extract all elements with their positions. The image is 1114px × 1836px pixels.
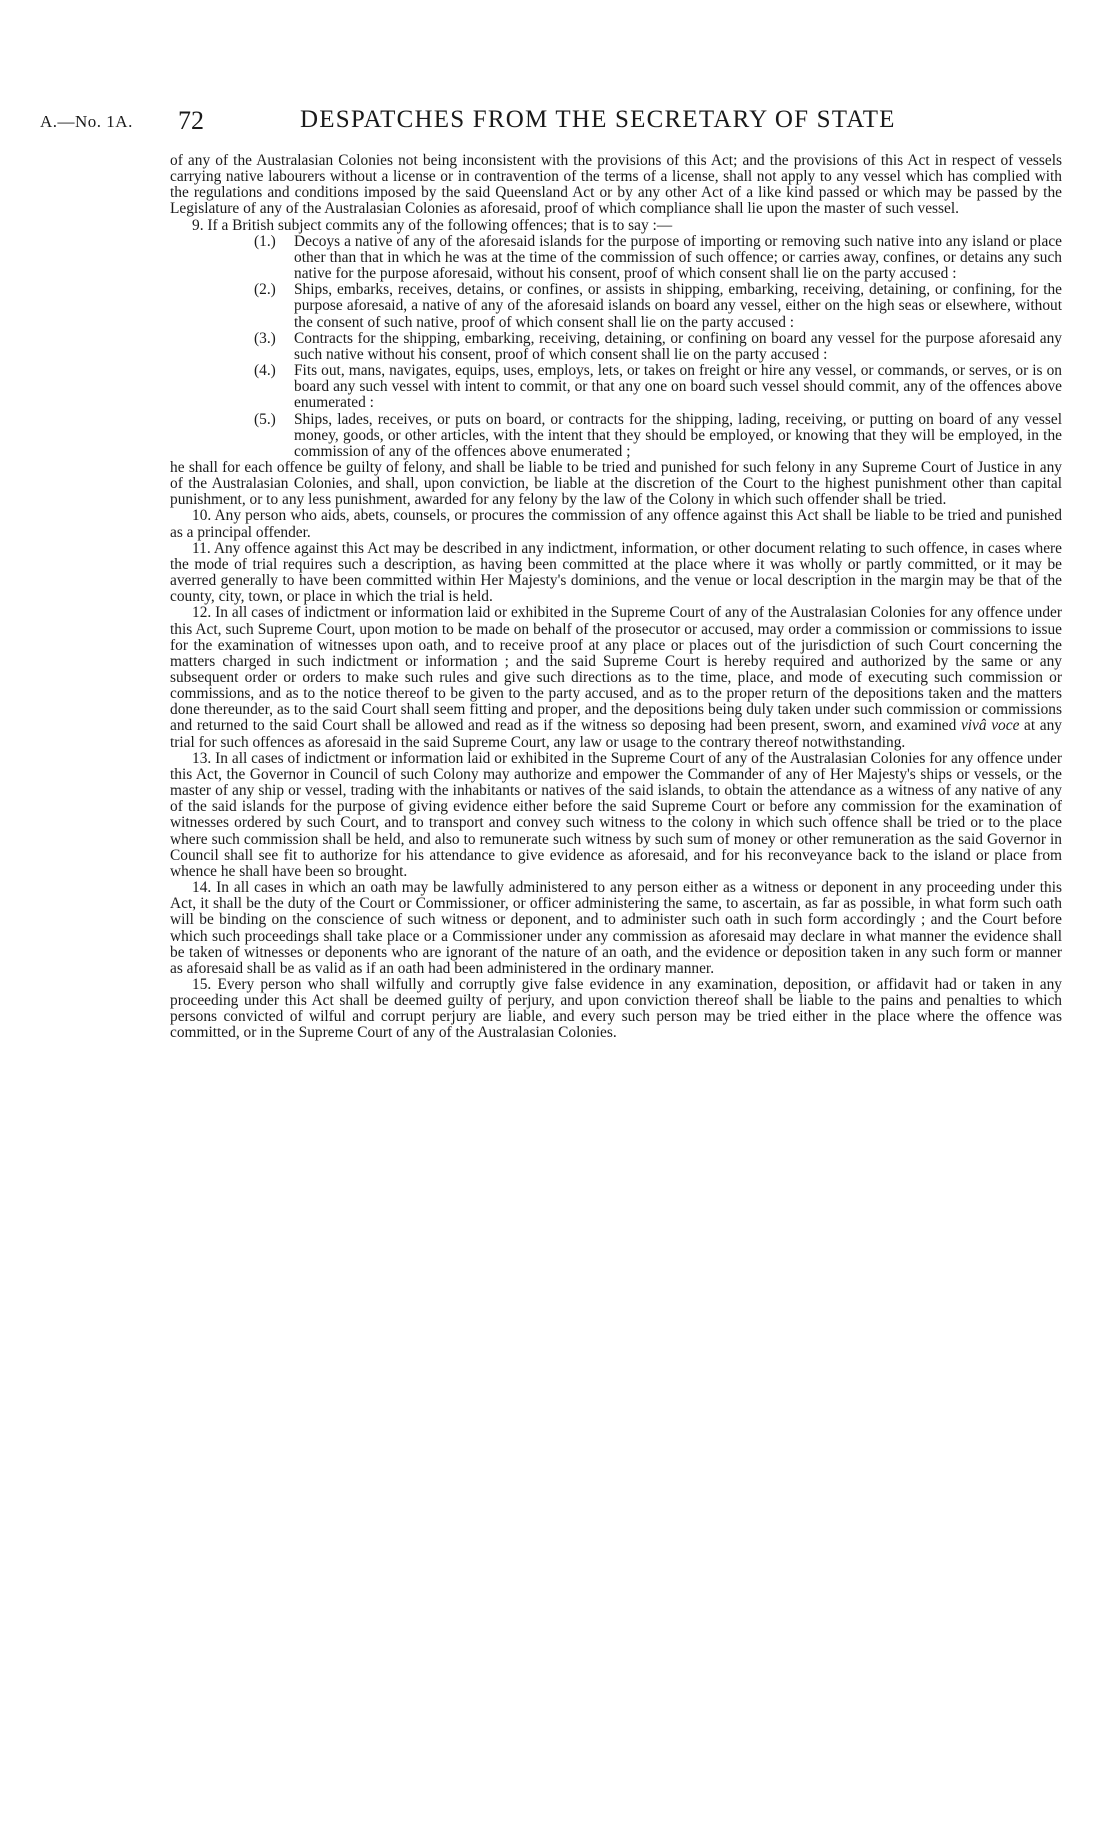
item-number: (5.) [254, 410, 276, 428]
section-13: 13. In all cases of indictment or information laid or exhibited in the Supreme Court of any of the Australasian Colonies for any offence under this Act, the Governor in Council of such Colony may authorize and empower the Commander of any of Her Majesty's ships or vessels, or the master of any ship or vessel, trading with the inhabitants or natives of the said islands, to obtain the attendance as a witness of any native of any of the said islands for the purpose of giving evidence either before the said Supreme Court or before any commission for the examination of witnesses ordered by such Court, and to transport and convey such witness to the colony in which such offence shall be tried or to the place where such commission shall be held, and also to remunerate such witness by such sum of money or other remuneration as the said Governor in Council shall see fit to authorize for his attendance to give evidence as aforesaid, and for his reconveyance back to the island or place from whence he shall have been so brought. [170, 749, 1062, 880]
section-9-penalty: he shall for each offence be guilty of felony, and shall be liable to be tried and punished for such felony in any Supreme Court of Justice in any of the Australasian Colonies, and shall, upon conviction, be liable at the discretion of the Court to the highest punishment other than capital punishment, or to any less punishment, awarded for any felony by the law of the Colony in which such offender shall be tried. [170, 458, 1062, 509]
item-text: Ships, lades, receives, or puts on board, or contracts for the shipping, lading, receiving, or putting on board of any vessel money, goods, or other articles, with the intent that they should be employed, or knowing that they will be employed, in the commission of any of the offences above enumerated ; [294, 410, 1062, 460]
section-12-text-a: 12. In all cases of indictment or information laid or exhibited in the Supreme Court of any of the Australasian Colonies for any offence under this Act, such Supreme Court, upon motion to be made on behalf of the prosecutor or accused, may order a commission or commissions to issue for the examination of witnesses upon oath, and to receive proof at any place or places out of the jurisdiction of such Court concerning the matters charged in such indictment or information ; and the said Supreme Court is hereby required and authorized by the same or any subsequent order or orders to make such rules and give such directions as to the time, place, and mode of executing such commission or commissions, and as to the notice thereof to be given to the party accused, and as to the proper return of the depositions taken and the matters done thereunder, as to the said Court shall seem fitting and proper, and the depositions being duly taken under such commission or commissions and returned to the said Court shall be allowed and read as if the witness so deposing had been present, sworn, and examined [170, 604, 1062, 735]
section-9-item [254, 363, 1062, 411]
item-number: (4.) [254, 362, 276, 380]
running-title: DESPATCHES FROM THE SECRETARY OF STATE [300, 106, 896, 133]
section-14: 14. In all cases in which an oath may be lawfully administered to any person either as a witness or deponent in any proceeding under this Act, it shall be the duty of the Court or Commissioner, or officer administering the same, to ascertain, as far as possible, in what form such oath will be binding on the conscience of such witness or deponent, and to administer such oath in such form accordingly ; and the Court before which such proceedings shall take place or a Commissioner under any commission as aforesaid may declare in what manner the evidence shall be taken of witnesses or deponents who are ignorant of the nature of an oath, and the evidence or deposition taken in any such form or manner as aforesaid shall be as valid as if an oath had been administered in the ordinary manner. [170, 879, 1062, 977]
section-12-text-b: at any trial for such offences as aforesaid in the said Supreme Court, any law or usage to the contrary thereof notwithstanding. [170, 717, 1062, 751]
document-reference: A.—No. 1A. [40, 112, 133, 131]
document-body [170, 153, 1062, 1042]
section-12-latin-phrase: vivâ voce [960, 717, 1020, 735]
section-9-item [254, 234, 1062, 282]
item-number: (3.) [254, 329, 276, 347]
section-15: 15. Every person who shall wilfully and corruptly give false evidence in any examination, deposition, or affidavit had or taken in any proceeding under this Act shall be deemed guilty of perjury, and upon conviction thereof shall be liable to the pains and penalties to which persons convicted of wilful and corrupt perjury are liable, and every such person may be tried either in the place where the offence was committed, or in the Supreme Court of any of the Australasian Colonies. [170, 975, 1062, 1042]
page-number: 72 [178, 106, 204, 135]
section-9-item [254, 412, 1062, 460]
item-text: Ships, embarks, receives, detains, or confines, or assists in shipping, embarking, receiving, detaining, or confining, for the purpose aforesaid, a native of any of the aforesaid islands on board any vessel, either on the high seas or elsewhere, without the consent of such native, proof of which consent shall lie on the party accused : [294, 281, 1062, 331]
section-9-intro: 9. If a British subject commits any of the following offences; that is to say :— [192, 216, 673, 234]
section-11: 11. Any offence against this Act may be described in any indictment, information, or other document relating to such offence, in cases where the mode of trial requires such a description, as having been committed at the place where it was wholly or partly committed, or it may be averred generally to have been committed within Her Majesty's dominions, and the venue or local description in the margin may be that of the county, city, town, or place in which the trial is held. [170, 539, 1062, 606]
item-text: Decoys a native of any of the aforesaid islands for the purpose of importing or removing such native into any island or place other than that in which he was at the time of the commission of such offence; or carries away, confines, or detains any such native for the purpose aforesaid, without his consent, proof of which consent shall lie on the party accused : [294, 232, 1062, 283]
section-12 [170, 605, 1062, 750]
item-text: Contracts for the shipping, embarking, receiving, detaining, or confining on board any vessel for the purpose aforesaid any such native without his consent, proof of which consent shall lie on the party accused : [294, 329, 1062, 363]
section-9-item [254, 282, 1062, 330]
item-text: Fits out, mans, navigates, equips, uses, employs, lets, or takes on freight or hire any vessel, or commands, or serves, or is on board any such vessel with intent to commit, or that any one on board such vessel should commit, any of the offences above enumerated : [294, 362, 1062, 412]
item-number: (2.) [254, 281, 276, 299]
section-9-item [254, 331, 1062, 363]
section-10: 10. Any person who aids, abets, counsels, or procures the commission of any offence against this Act shall be liable to be tried and punished as a principal offender. [170, 507, 1062, 541]
paragraph-intro: of any of the Australasian Colonies not being inconsistent with the provisions of this Act; and the provisions of this Act in respect of vessels carrying native labourers without a license or in contravention of the terms of a license, shall not apply to any vessel which has complied with the regulations and conditions imposed by the said Queensland Act or by any other Act of a like kind passed or which may be passed by the Legislature of any of the Australasian Colonies as aforesaid, proof of which compliance shall lie upon the master of such vessel. [170, 152, 1062, 218]
page-header [40, 106, 1074, 138]
item-number: (1.) [254, 232, 276, 250]
